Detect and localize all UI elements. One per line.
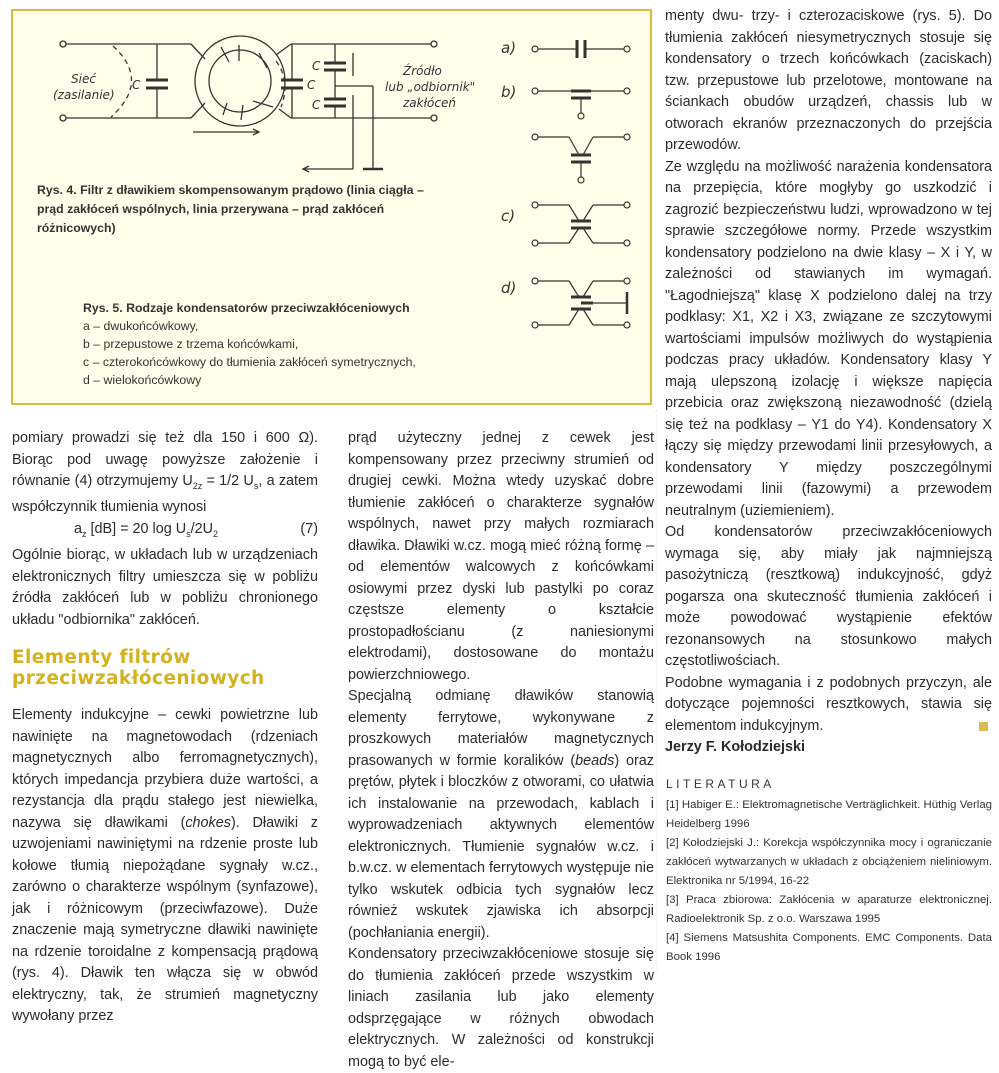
label-zrodlo: Źródło (403, 64, 442, 78)
figure-5-caption-title: Rys. 5. Rodzaje kondensatorów przeciwzakłóceniowych (83, 301, 410, 315)
figure-5-caption-item-d: d – wielokońcówkowy (83, 373, 202, 387)
figure-5-caption-item-b: b – przepustowe z trzema końcówkami, (83, 337, 299, 351)
author-name: Jerzy F. Kołodziejski (665, 739, 805, 755)
end-of-article-mark-icon (979, 722, 988, 731)
formula-number: (7) (300, 520, 318, 537)
figure-5-caption (83, 299, 463, 389)
label-cy-bottom: C (312, 98, 321, 112)
figure-5-caption-item-a: a – dwukońcówkowy, (83, 319, 199, 333)
figure-4-filter-circuit-diagram (33, 23, 493, 173)
label-variant-a: a) (501, 39, 517, 57)
figure-box (11, 9, 652, 405)
figure-5-capacitor-types-diagram (501, 29, 651, 359)
figure-5-caption-item-c: c – czterokońcówkowy do tłumienia zakłóceń symetrycznych, (83, 355, 416, 369)
paragraph: Ogólnie biorąc, w układach lub w urządzeniach elektronicznych filtry umieszcza się w pobliżu źródła zakłóceń lub w pobliżu chronionego układu "odbiornika" zakłóceń. (12, 547, 318, 628)
label-variant-c: c) (501, 207, 516, 225)
literature-title: LITERATURA (666, 777, 775, 791)
reference-item: [4] Siemens Matsushita Components. EMC Components. Data Book 1996 (666, 932, 992, 963)
paragraph: prąd użyteczny jednej z cewek jest kompensowany przez przeciwny strumień od drugiej cewki. Można wtedy uzyskać dobre tłumienie zakłóceń o charakterze sygnałów wspólnych, nawet przy małych rozmiarach dławika. Dławiki w.cz. mogą mieć różną formę – od elementów walcowych z końcówkami osiowymi przez dyski lub pastylki po coraz częstsze elementy o kształcie prostopadłościanu (z naniesionymi elektrodami), dostosowane do montażu powierzchniowego. (348, 430, 654, 683)
figure-4-caption: Rys. 4. Filtr z dławikiem skompensowanym prądowo (linia ciągła – prąd zakłóceń wspólnych, linia przerywana – prąd zakłóceń różnicowych) (37, 183, 424, 235)
label-zaklocen: zakłóceń (403, 96, 456, 110)
label-siec: Sieć (71, 72, 96, 86)
label-variant-d: d) (501, 279, 517, 297)
reference-item: [1] Habiger E.: Elektromagnetische Verträglichkeit. Hüthig Verlag Heidelberg 1996 (666, 799, 992, 830)
label-cx-left: C (132, 78, 141, 92)
paragraph: Specjalną odmianę dławików stanowią elementy ferrytowe, wykonywane z proszkowych materiałów magnetycznych prasowanych w formie koralików (beads) oraz prętów, płytek i bloczków z otworami, co ułatwia ich instalowanie na przewodach, kablach i wyprowadzeniach aktywnych elementów elektronicznych. Tłumienie sygnałów w.cz. i b.w.cz. w elementach ferrytowych występuje nie tylko wskutek odbicia tych sygnałów lecz również wskutek zjawiska ich absorpcji (pochłaniania energii). (348, 688, 654, 941)
paragraph: Kondensatory przeciwzakłóceniowe stosuje się do tłumienia zakłóceń przede wszystkim w liniach zasilania lub jako elementy odsprzęgające w różnych obwodach elektrycznych. W zależności od konstrukcji mogą to być ele- (348, 946, 654, 1070)
paragraph: menty dwu- trzy- i czterozaciskowe (rys. 5). Do tłumienia zakłóceń niesymetrycznych stosuje się kondensatory o trzech końcówkach (zaciskach) tzw. przepustowe lub przelotowe, montowane na ściankach obudów urządzeń, chassis lub w otworach ekranów przeznaczonych do przejścia przewodów. (665, 8, 992, 153)
label-variant-b: b) (501, 83, 517, 101)
label-cx-right: C (307, 78, 316, 92)
column-divider (656, 410, 657, 970)
label-lub-odbiornik: lub „odbiornik" (385, 80, 476, 94)
formula-7: $a_z$ [dB] = 20 $\log U_s/2U_2$ (7) (12, 519, 318, 545)
reference-item: [2] Kołodziejski J.: Korekcja współczynnika mocy i ograniczanie zakłóceń wytwarzanych w układach z obciążeniem nieliniowym. Elektronika nr 5/1994, 16-22 (666, 837, 992, 887)
literature-section (666, 775, 992, 967)
label-cy-top: C (312, 59, 321, 73)
text-column-3 (665, 6, 992, 759)
paragraph: Elementy indukcyjne – cewki powietrzne lub nawinięte na magnetowodach (rdzeniach magnetycznych albo ferromagnetycznych), których impedancja przybiera duże wartości, a rezystancja dla prądu stałego jest niewielka, nazywa się dławikami (chokes). Dławiki z uzwojeniami nawiniętymi na rdzenie proste lub kołowe tłumią niepożądane sygnały w.cz., zarówno o charakterze wspólnym (synfazowe), jak i różnicowym (przeciwfazowe). Duże znaczenie mają symetryczne dławiki nawinięte na rdzenie toroidalne z kompensacją prądową (rys. 4). Dławik ten włącza się w obwód elektryczny, tak, że strumień magnetyczny wywołany przez (12, 707, 318, 1025)
paragraph: pomiary prowadzi się też dla 150 i 600 Ω). Biorąc pod uwagę powyższe założenie i równanie (4) otrzymujemy $U_{2z} = 1/2$ $U_s$, a zatem współczynnik tłumienia wynosi (12, 430, 319, 516)
label-zasilanie: (zasilanie) (53, 88, 115, 102)
text-column-1 (12, 428, 318, 1028)
paragraph: Od kondensatorów przeciwzakłóceniowych wymaga się, aby miały jak najmniejszą pasożytniczą (resztkową) indukcyjność, gdyż pogarsza ona skuteczność tłumienia zakłóceń i może powodować wystąpienie efektów rezonansowych na stosunkowo małych częstotliwościach. (665, 524, 992, 669)
paragraph: Ze względu na możliwość narażenia kondensatora na przepięcia, które mogłyby go uszkodzić i zagrozić bezpieczeństwu ludzi, wprowadzono w tej sprawie szczegółowe normy. Przede wszystkim kondensatory podzielono na dwie klasy – X i Y, w zależności od stawianych im wymagań. "Łagodniejszą" klasę X podzielono dalej na trzy podklasy: X1, X2 i X3, związane ze szczytowymi wartościami impulsów możliwych do wystąpienia podczas pracy układów. Kondensatory klasy Y mają ulepszoną izolację i większe napięcia przebicia oraz zwiększoną niezawodność (dzielą się też na podklasy – Y1 do Y4). Kondensatory X łączy się między przewodami linii przesyłowych, a kondensatory Y między poszczególnymi przewodami linii (fazowymi) a przewodem neutralnym (uziemieniem). (665, 158, 992, 519)
section-heading: Elementy filtrów przeciwzakłóceniowych (12, 647, 265, 690)
text-column-2 (348, 428, 654, 1073)
reference-item: [3] Praca zbiorowa: Zakłócenia w aparaturze elektronicznej. Radioelektronik Sp. z o.o. Warszawa 1995 (666, 894, 992, 925)
paragraph: Podobne wymagania i z podobnych przyczyn, ale dotyczące pojemności resztkowych, stawia się elementom indukcyjnym. (665, 674, 992, 734)
